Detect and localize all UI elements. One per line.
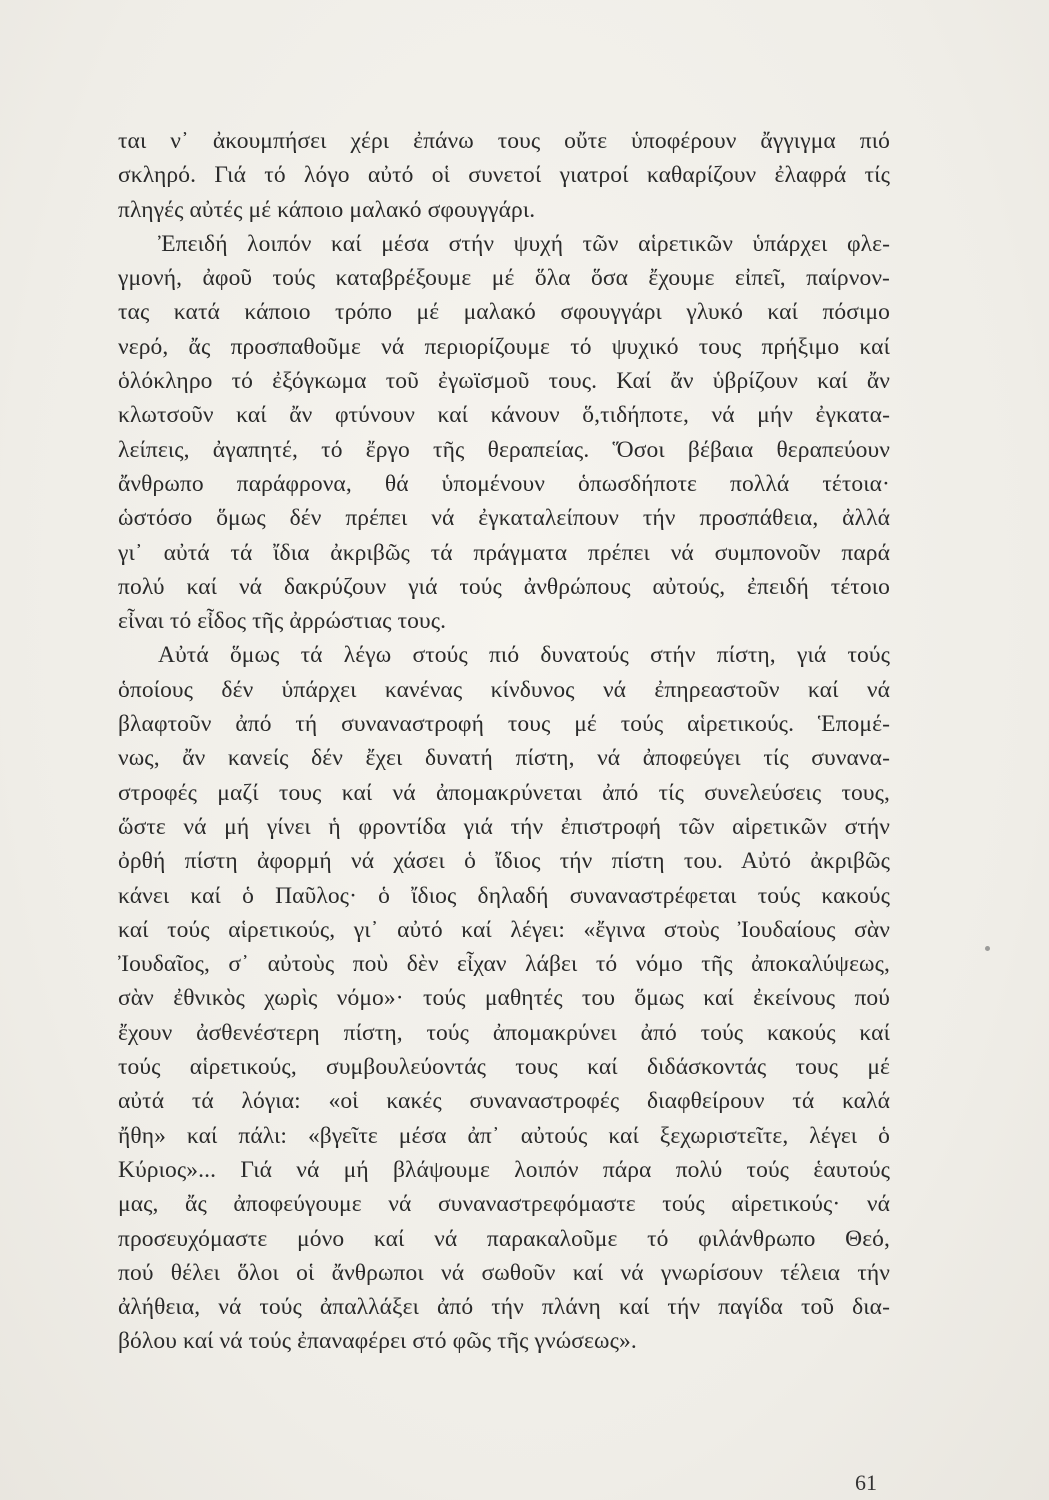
text-line: λείπεις, ἀγαπητέ, τό ἔργο τῆς θεραπείας. Ὅσοι βέβαια θεραπεύουν [118,436,890,463]
text-line: νερό, ἄς προσπαθοῦμε νά περιορίζουμε τό ψυχικό τους πρήξιμο καί [118,333,890,360]
text-line: τούς αἱρετικούς, συμβουλεύοντάς τους καί διδάσκοντάς τους μέ [118,1054,890,1081]
text-line: Κύριος»... Γιά νά μή βλάψουμε λοιπόν πάρα πολύ τούς ἑαυτούς [118,1156,890,1183]
text-line: τας κατά κάποιο τρόπο μέ μαλακό σφουγγάρι γλυκό καί πόσιμο [118,299,890,326]
text-line: μας, ἄς ἀποφεύγουμε νά συναναστρεφόμαστε τούς αἱρετικούς· νά [118,1191,890,1218]
body-text [118,124,890,1359]
text-line: γι᾽ αὐτά τά ἴδια ἀκριβῶς τά πράγματα πρέπει νά συμπονοῦν παρά [118,539,890,566]
text-line: στροφές μαζί τους καί νά ἀπομακρύνεται ἀπό τίς συνελεύσεις τους, [118,779,890,806]
text-line: σκληρό. Γιά τό λόγο αὐτό οἱ συνετοί γιατροί καθαρίζουν ἐλαφρά τίς [118,162,890,189]
page-number: 61 [855,1470,877,1495]
ink-speck [985,946,990,951]
text-line: βλαφτοῦν ἀπό τή συναναστροφή τους μέ τούς αἱρετικούς. Ἑπομέ- [118,711,890,738]
text-line: ἤθη» καί πάλι: «βγεῖτε μέσα ἀπ᾽ αὐτούς καί ξεχωριστεῖτε, λέγει ὁ [118,1122,890,1149]
text-line: γμονή, ἀφοῦ τούς καταβρέξουμε μέ ὅλα ὅσα ἔχουμε εἰπεῖ, παίρνον- [118,265,890,292]
text-line: αὐτά τά λόγια: «οἱ κακές συναναστροφές διαφθείρουν τά καλά [118,1088,890,1115]
text-line: ἔχουν ἀσθενέστερη πίστη, τούς ἀπομακρύνει ἀπό τούς κακούς καί [118,1019,890,1046]
text-line: προσευχόμαστε μόνο καί νά παρακαλοῦμε τό φιλάνθρωπο Θεό, [118,1225,890,1252]
text-line: ται ν᾽ ἀκουμπήσει χέρι ἐπάνω τους οὔτε ὑποφέρουν ἄγγιγμα πιό [118,128,890,154]
text-line: νως, ἄν κανείς δέν ἔχει δυνατή πίστη, νά ἀποφεύγει τίς συνανα- [118,745,890,772]
text-line: πού θέλει ὅλοι οἱ ἄνθρωποι νά σωθοῦν καί νά γνωρίσουν τέλεια τήν [118,1259,890,1286]
text-line: ἀλήθεια, νά τούς ἀπαλλάξει ἀπό τήν πλάνη καί τήν παγίδα τοῦ δια- [118,1294,890,1321]
text-line: Ἐπειδή λοιπόν καί μέσα στήν ψυχή τῶν αἱρετικῶν ὑπάρχει φλε- [158,230,890,257]
text-line: ὁποίους δέν ὑπάρχει κανένας κίνδυνος νά ἐπηρεαστοῦν καί νά [118,676,890,703]
text-line: ἄνθρωπο παράφρονα, θά ὑπομένουν ὁπωσδήποτε πολλά τέτοια· [118,470,890,497]
text-line: ὁλόκληρο τό ἐξόγκωμα τοῦ ἐγωϊσμοῦ τους. Καί ἄν ὑβρίζουν καί ἄν [118,368,890,395]
text-line: πολύ καί νά δακρύζουν γιά τούς ἀνθρώπους αὐτούς, ἐπειδή τέτοιο [118,573,890,600]
text-line: Ἰουδαῖος, σ᾽ αὐτοὺς ποὺ δὲν εἶχαν λάβει τό νόμο τῆς ἀποκαλύψεως, [118,951,890,978]
text-line: ὡστόσο ὅμως δέν πρέπει νά ἐγκαταλείπουν τήν προσπάθεια, ἀλλά [118,505,890,532]
text-line: ὥστε νά μή γίνει ἡ φροντίδα γιά τήν ἐπιστροφή τῶν αἱρετικῶν στήν [118,813,890,840]
text-line: εἶναι τό εἶδος τῆς ἀρρώστιας τους. [118,608,447,635]
text-line: σὰν ἐθνικὸς χωρὶς νόμο»· τούς μαθητές του ὅμως καί ἐκείνους πού [118,985,890,1012]
text-line: πληγές αὐτές μέ κάποιο μαλακό σφουγγάρι. [118,196,536,223]
text-line: κλωτσοῦν καί ἄν φτύνουν καί κάνουν ὅ,τιδήποτε, νά μήν ἐγκατα- [118,402,890,429]
text-line: Αὐτά ὅμως τά λέγω στούς πιό δυνατούς στήν πίστη, γιά τούς [158,642,890,669]
text-line: καί τούς αἱρετικούς, γι᾽ αὐτό καί λέγει: «ἔγινα στοὺς Ἰουδαίους σὰν [118,916,890,943]
text-line: βόλου καί νά τούς ἐπαναφέρει στό φῶς τῆς γνώσεως». [118,1328,637,1355]
text-line: ὀρθή πίστη ἀφορμή νά χάσει ὁ ἴδιος τήν πίστη του. Αὐτό ἀκριβῶς [118,848,890,875]
text-line: κάνει καί ὁ Παῦλος· ὁ ἴδιος δηλαδή συναναστρέφεται τούς κακούς [118,882,890,909]
